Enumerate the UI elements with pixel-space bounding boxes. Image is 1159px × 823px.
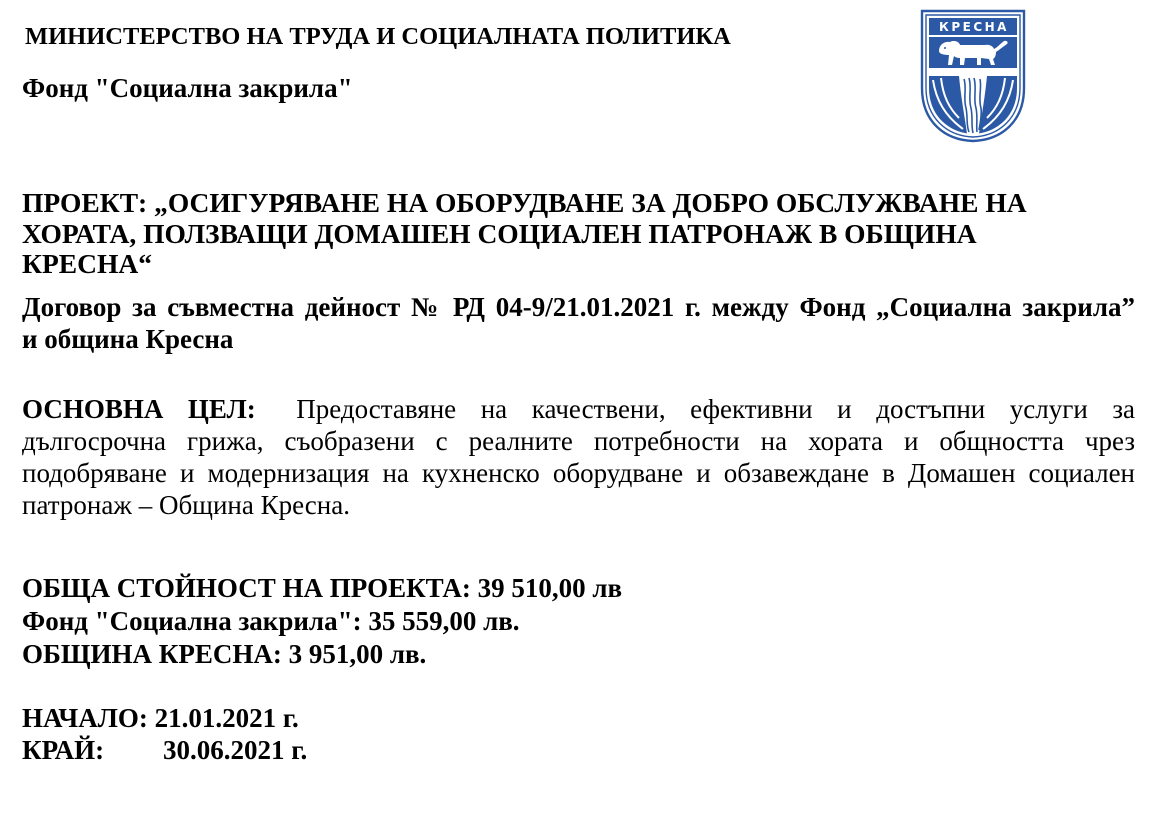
project-title-line: ХОРАТА, ПОЛЗВАЩИ ДОМАШЕН СОЦИАЛЕН ПАТРОНАЖ В ОБЩИНА bbox=[22, 217, 977, 249]
start-date-value: 21.01.2021 г. bbox=[154, 703, 299, 733]
contract-reference bbox=[22, 291, 1135, 355]
budget-municipality-value: 3 951,00 лв. bbox=[288, 639, 427, 669]
goal-label: ОСНОВНА ЦЕЛ: bbox=[22, 394, 256, 424]
budget-fund-row bbox=[22, 605, 1135, 638]
budget-fund-value: 35 559,00 лв. bbox=[368, 606, 520, 636]
end-date-row bbox=[22, 734, 1135, 766]
project-title bbox=[22, 188, 1135, 280]
main-goal-paragraph bbox=[22, 393, 1135, 521]
budget-municipality-label: ОБЩИНА КРЕСНА: bbox=[22, 639, 282, 669]
contract-line: и община Кресна bbox=[22, 324, 234, 354]
goal-line: дългосрочна грижа, съобразени с реалните потребности на хората и общността чрез bbox=[22, 426, 1135, 456]
kresna-crest-icon bbox=[919, 8, 1027, 143]
crest-lion-eye bbox=[944, 47, 946, 49]
project-title-line: КРЕСНА“ bbox=[22, 248, 152, 279]
budget-section bbox=[22, 572, 1135, 671]
budget-fund-label: Фонд "Социална закрила": bbox=[22, 606, 362, 636]
project-title-line: ПРОЕКТ: „ОСИГУРЯВАНЕ НА ОБОРУДВАНЕ ЗА ДОБРО ОБСЛУЖВАНЕ НА bbox=[22, 187, 1027, 218]
ministry-heading: МИНИСТЕРСТВО НА ТРУДА И СОЦИАЛНАТА ПОЛИТИКА bbox=[25, 23, 731, 50]
budget-total-row bbox=[22, 572, 1135, 605]
crest-label: КРЕСНА bbox=[939, 20, 1009, 34]
budget-total-value: 39 510,00 лв bbox=[477, 573, 623, 603]
budget-total-label: ОБЩА СТОЙНОСТ НА ПРОЕКТА: bbox=[22, 573, 471, 603]
contract-line: Договор за съвместна дейност № РД 04-9/21.01.2021 г. между Фонд „Социална закрила” bbox=[22, 292, 1135, 322]
fund-heading: Фонд "Социална закрила" bbox=[22, 73, 353, 103]
goal-text: Предоставяне на качествени, ефективни и достъпни услуги за bbox=[296, 394, 1135, 424]
start-date-label: НАЧАЛО: bbox=[22, 703, 148, 733]
end-date-value: 30.06.2021 г. bbox=[163, 735, 308, 765]
end-date-label: КРАЙ: bbox=[22, 735, 105, 765]
goal-line: подобряване и модернизация на кухненско оборудване и обзавеждане в Домашен социален bbox=[22, 458, 1135, 488]
project-dates bbox=[22, 702, 1135, 766]
start-date-row bbox=[22, 702, 1135, 734]
budget-municipality-row bbox=[22, 638, 1135, 671]
goal-line bbox=[22, 393, 1135, 425]
goal-line: патронаж – Община Кресна. bbox=[22, 490, 350, 520]
crest-bar bbox=[929, 70, 1017, 76]
